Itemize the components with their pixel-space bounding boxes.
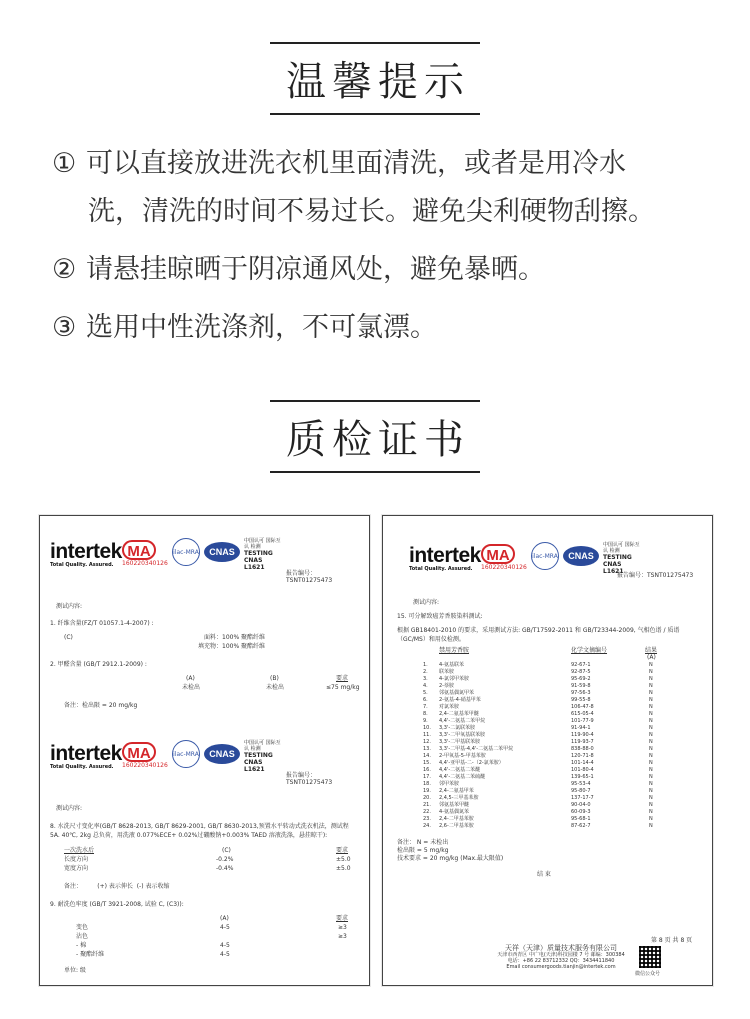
s8-header-req: 要求 (336, 847, 349, 854)
amine-row-cas: 87-62-7 (571, 823, 591, 829)
s8-note: 备注： (+) 表示伸长 (-) 表示收缩 (64, 883, 170, 890)
tip-text-cont: 洗，清洗的时间不易过长。避免尖利硬物刮擦。 (88, 196, 655, 227)
amine-row-cas: 91-94-1 (571, 725, 591, 731)
unit-label: 单位: 级 (64, 967, 86, 974)
intertek-tagline: Total Quality. Assured. (409, 566, 473, 572)
amine-row-cas: 119-90-4 (571, 732, 594, 738)
company-tel: 电话：+86 22 83712332 QQ：3434411840 (507, 958, 615, 964)
intertek-logo: intertek (409, 544, 481, 567)
amine-row-index: 5. (423, 690, 428, 696)
amine-row-name: 3,3'-二氯联苯胺 (439, 725, 476, 731)
tip-num: ③ (52, 312, 77, 343)
amine-row-name: 3,3'-二甲氧基联苯胺 (439, 732, 486, 738)
test-report-page-right (382, 515, 713, 986)
tip-item-3 (52, 304, 712, 352)
s1-fabric: 面料：100% 聚酯纤维 (204, 634, 266, 641)
section-15-title: 15. 可分解致癌芳香胺染料测试: (397, 613, 483, 620)
amine-row-name: 2,4-二甲基苯胺 (439, 816, 474, 822)
amine-row-result: N (649, 718, 653, 724)
amine-row-name: 邻甲苯胺 (439, 781, 460, 787)
amine-row-cas: 99-55-8 (571, 697, 591, 703)
amine-row-cas: 137-17-7 (571, 795, 594, 801)
amine-row-cas: 101-14-4 (571, 760, 594, 766)
amine-row-result: N (649, 802, 653, 808)
s2-col-a: (A) (186, 675, 195, 682)
amine-row-name: 邻氨基苯甲醚 (439, 802, 470, 808)
certificate-title: 质检证书 (270, 400, 480, 473)
company-stamp (491, 944, 631, 970)
s2-note: 备注：检出限 = 20 mg/kg (64, 702, 138, 709)
amine-row-name: 联苯胺 (439, 669, 455, 675)
intertek-tagline: Total Quality. Assured. (50, 764, 114, 770)
amine-row-cas: 838-88-0 (571, 746, 594, 752)
amine-row-result: N (649, 711, 653, 717)
s9-row-label: - 棉 (76, 942, 87, 949)
amine-row-name: 4,4'-二氨基二苯硫醚 (439, 774, 486, 780)
section-1-title: 1. 纤维含量(FZ/T 01057.1-4-2007) : (50, 620, 154, 627)
amine-row-result: N (649, 676, 653, 682)
qr-code (639, 946, 661, 968)
amine-row-cas: 95-69-2 (571, 676, 591, 682)
amine-row-cas: 95-53-4 (571, 781, 591, 787)
tip-text: 选用中性洗涤剂，不可氯漂。 (86, 312, 437, 343)
amine-row-result: N (649, 795, 653, 801)
s9-row-label: - 聚酯纤维 (76, 951, 105, 958)
section-9-title: 9. 耐洗色牢度 (GB/T 3921-2008, 试验 C, (C3)): (50, 901, 184, 908)
test-content-label: 测试内容: (56, 805, 83, 812)
s8-row1-label: 长度方向 (64, 856, 89, 863)
amine-row-result: N (649, 823, 653, 829)
test-report-page-left (39, 515, 370, 986)
s8-row1-value: -0.2% (216, 856, 234, 863)
cnas-number: CNAS L1621 (244, 759, 265, 773)
test-content-label: 测试内容: (413, 599, 440, 606)
ma-code: 160220340126 (122, 762, 168, 769)
amine-row-index: 13. (423, 746, 431, 752)
amine-row-result: N (649, 753, 653, 759)
s9-row-req: ≥3 (338, 933, 347, 940)
amine-row-cas: 101-80-4 (571, 767, 594, 773)
section-2-title: 2. 甲醛含量 (GB/T 2912.1-2009) : (50, 661, 147, 668)
amine-row-cas: 90-04-0 (571, 802, 591, 808)
amine-row-name: 对氯苯胺 (439, 704, 460, 710)
amine-row-name: 2,4-二氨基甲苯 (439, 788, 474, 794)
amine-row-result: N (649, 816, 653, 822)
testing-label: TESTING (244, 752, 273, 759)
amine-row-result: N (649, 767, 653, 773)
amine-row-index: 8. (423, 711, 428, 717)
s1-sample: (C) (64, 634, 73, 641)
amine-row-cas: 120-71-8 (571, 753, 594, 759)
tip-text: 可以直接放进洗衣机里面清洗，或者是用冷水 (86, 148, 626, 179)
amine-row-cas: 139-65-1 (571, 774, 594, 780)
s9-row-value: 4-5 (220, 942, 230, 949)
amine-row-cas: 101-77-9 (571, 718, 594, 724)
s9-row-value: 4-5 (220, 951, 230, 958)
tip-num: ① (52, 148, 77, 179)
amine-row-name: 4,4'-亚甲基-二-（2-氯苯胺） (439, 760, 504, 766)
amine-row-index: 23. (423, 816, 431, 822)
tip-num: ② (52, 254, 77, 285)
amine-row-cas: 92-87-5 (571, 669, 591, 675)
amine-row-result: N (649, 809, 653, 815)
amine-row-name: 4-氯邻甲苯胺 (439, 676, 469, 682)
qr-caption: 微信公众号 (635, 971, 661, 977)
amine-row-name: 3,3'-二甲基-4,4'-二氨基二苯甲烷 (439, 746, 514, 752)
tip-item-2 (52, 246, 712, 294)
cnas-number: CNAS L1621 (603, 561, 624, 575)
report-number: 报告编号：TSNT01275473 (617, 572, 694, 579)
tips-list (52, 140, 712, 362)
s8-header-wash: 一次洗水后 (64, 847, 95, 854)
amine-row-name: 邻氨基偶氮甲苯 (439, 690, 475, 696)
ma-code: 160220340126 (481, 564, 527, 571)
ilac-logo: ilac-MRA (531, 542, 559, 570)
amine-row-index: 14. (423, 753, 431, 759)
amine-row-result: N (649, 704, 653, 710)
amine-row-index: 12. (423, 739, 431, 745)
amine-row-index: 21. (423, 802, 431, 808)
s9-row-label: 变色 (76, 924, 89, 931)
amine-row-index: 11. (423, 732, 431, 738)
s8-header-c: (C) (222, 847, 231, 854)
amine-row-result: N (649, 732, 653, 738)
amine-row-index: 20. (423, 795, 431, 801)
amine-row-index: 22. (423, 809, 431, 815)
col-header-result: 结果 (645, 647, 658, 654)
cnas-number: CNAS L1621 (244, 557, 265, 571)
amine-row-result: N (649, 739, 653, 745)
amine-row-cas: 106-47-8 (571, 704, 594, 710)
ma-logo: MA (122, 540, 156, 560)
note-detection-limit: 检出限 = 5 mg/kg (397, 847, 449, 854)
page-number: 第 8 页 共 8 页 (651, 937, 693, 944)
report-number: 报告编号：TSNT01275473 (286, 772, 333, 786)
amine-row-name: 2-萘胺 (439, 683, 454, 689)
cnas-logo: CNAS (204, 744, 240, 764)
s2-a-value: 未检出 (182, 684, 201, 691)
amine-row-result: N (649, 697, 653, 703)
ilac-logo: ilac-MRA (172, 538, 200, 566)
cnas-cn-text: 中国认可 国际互认 检测 (244, 538, 281, 550)
amine-row-index: 18. (423, 781, 431, 787)
amine-row-index: 15. (423, 760, 431, 766)
amine-row-cas: 60-09-3 (571, 809, 591, 815)
s2-col-req: 要求 (336, 675, 349, 682)
s9-col-a: (A) (220, 915, 229, 922)
amine-row-result: N (649, 669, 653, 675)
amine-row-name: 4,4'-二氨基二苯醚 (439, 767, 481, 773)
note-n: 备注： N = 未检出 (397, 839, 449, 846)
test-content-label: 测试内容: (56, 603, 83, 610)
amine-row-name: 4-氨基偶氮苯 (439, 809, 469, 815)
amine-row-name: 4,4'-二氨基二苯甲烷 (439, 718, 486, 724)
note-tech-req: 技术要求 = 20 mg/kg (Max.最大限值) (397, 855, 504, 862)
s2-col-b: (B) (270, 675, 279, 682)
tip-item-1 (52, 140, 712, 236)
amine-row-cas: 615-05-4 (571, 711, 594, 717)
amine-row-result: N (649, 725, 653, 731)
amine-row-cas: 119-93-7 (571, 739, 594, 745)
company-address: 天津市西青区 中广电(天津)科技园楼 7 号 邮编：300384 (497, 952, 625, 958)
amine-row-result: N (649, 774, 653, 780)
amine-row-result: N (649, 683, 653, 689)
amine-row-index: 19. (423, 788, 431, 794)
s9-row-value: 4-5 (220, 924, 230, 931)
amine-row-name: 2-氨基-4-硝基甲苯 (439, 697, 481, 703)
s15-method: 根据 GB18401-2010 的要求，采用测试方法: GB/T17592-2011 和 GB/T23344-2009, 气相色谱 / 质谱（GC/MS）和用仪检测。 (397, 627, 680, 643)
amine-row-result: N (649, 746, 653, 752)
s8-row2-label: 宽度方向 (64, 865, 89, 872)
intertek-tagline: Total Quality. Assured. (50, 562, 114, 568)
amine-row-name: 2,6-二甲基苯胺 (439, 823, 474, 829)
amine-row-index: 1. (423, 662, 428, 668)
ilac-logo: ilac-MRA (172, 740, 200, 768)
testing-label: TESTING (603, 554, 632, 561)
report-number: 报告编号：TSNT01275473 (286, 570, 333, 584)
ma-logo: MA (481, 544, 515, 564)
tips-title: 温馨提示 (270, 42, 480, 115)
amine-row-index: 16. (423, 767, 431, 773)
amine-row-index: 4. (423, 683, 428, 689)
amine-row-cas: 92-67-1 (571, 662, 591, 668)
testing-label: TESTING (244, 550, 273, 557)
s8-row2-value: -0.4% (216, 865, 234, 872)
ma-logo: MA (122, 742, 156, 762)
s9-col-req: 要求 (336, 915, 349, 922)
amine-row-name: 2-甲氧基-5-甲基苯胺 (439, 753, 486, 759)
ma-code: 160220340126 (122, 560, 168, 567)
amine-row-cas: 95-68-1 (571, 816, 591, 822)
cnas-cn-text: 中国认可 国际互认 检测 (244, 740, 281, 752)
cnas-logo: CNAS (563, 546, 599, 566)
amine-row-cas: 91-59-8 (571, 683, 591, 689)
col-header-name: 禁用芳香胺 (439, 647, 470, 654)
s9-row-label: 沾色 (76, 933, 89, 940)
amine-row-index: 9. (423, 718, 428, 724)
intertek-logo: intertek (50, 742, 122, 765)
amine-row-result: N (649, 781, 653, 787)
amine-row-index: 6. (423, 697, 428, 703)
amine-row-index: 17. (423, 774, 431, 780)
s1-filling: 填充物：100% 聚酯纤维 (198, 643, 266, 650)
cnas-cn-text: 中国认可 国际互认 检测 (603, 542, 640, 554)
s9-row-req: ≥3 (338, 924, 347, 931)
intertek-logo: intertek (50, 540, 122, 563)
amine-row-index: 3. (423, 676, 428, 682)
amine-row-name: 2,4,5-三甲基苯胺 (439, 795, 479, 801)
amine-row-index: 10. (423, 725, 431, 731)
s2-b-value: 未检出 (266, 684, 285, 691)
section-8-title: 8. 水洗尺寸变化率(GB/T 8628-2013, GB/T 8629-2001, GB/T 8630-2013,预置水平转动式洗衣机法，测试程 5A. 40℃, 2kg 总负荷，用洗液 0.077%ECE+ 0.02%过硼酸钠+0.003% TAED 溶液洗涤，悬挂晾干): (50, 823, 349, 839)
amine-row-name: 2,4-二氨基苯甲醚 (439, 711, 479, 717)
amine-row-name: 3,3'-二甲基联苯胺 (439, 739, 481, 745)
col-header-a: (A) (647, 654, 656, 661)
tip-text: 请悬挂晾晒于阴凉通风处，避免暴晒。 (86, 254, 545, 285)
amine-row-name: 4-氨基联苯 (439, 662, 464, 668)
amine-row-result: N (649, 690, 653, 696)
amine-row-result: N (649, 662, 653, 668)
amine-row-cas: 95-80-7 (571, 788, 591, 794)
amine-row-result: N (649, 788, 653, 794)
cnas-logo: CNAS (204, 542, 240, 562)
amine-row-result: N (649, 760, 653, 766)
company-email: Email consumergoods.tianjin@intertek.com (506, 964, 616, 970)
amine-row-index: 24. (423, 823, 431, 829)
s8-row1-req: ±5.0 (336, 856, 351, 863)
company-name: 天祥（天津）质量技术服务有限公司 (505, 944, 617, 952)
s2-req-value: ≤75 mg/kg (326, 684, 360, 691)
col-header-cas: 化学文摘编号 (571, 647, 608, 654)
amine-row-index: 2. (423, 669, 428, 675)
s8-row2-req: ±5.0 (336, 865, 351, 872)
amine-row-cas: 97-56-3 (571, 690, 591, 696)
end-mark: 结 束 (537, 871, 551, 878)
amine-row-index: 7. (423, 704, 428, 710)
